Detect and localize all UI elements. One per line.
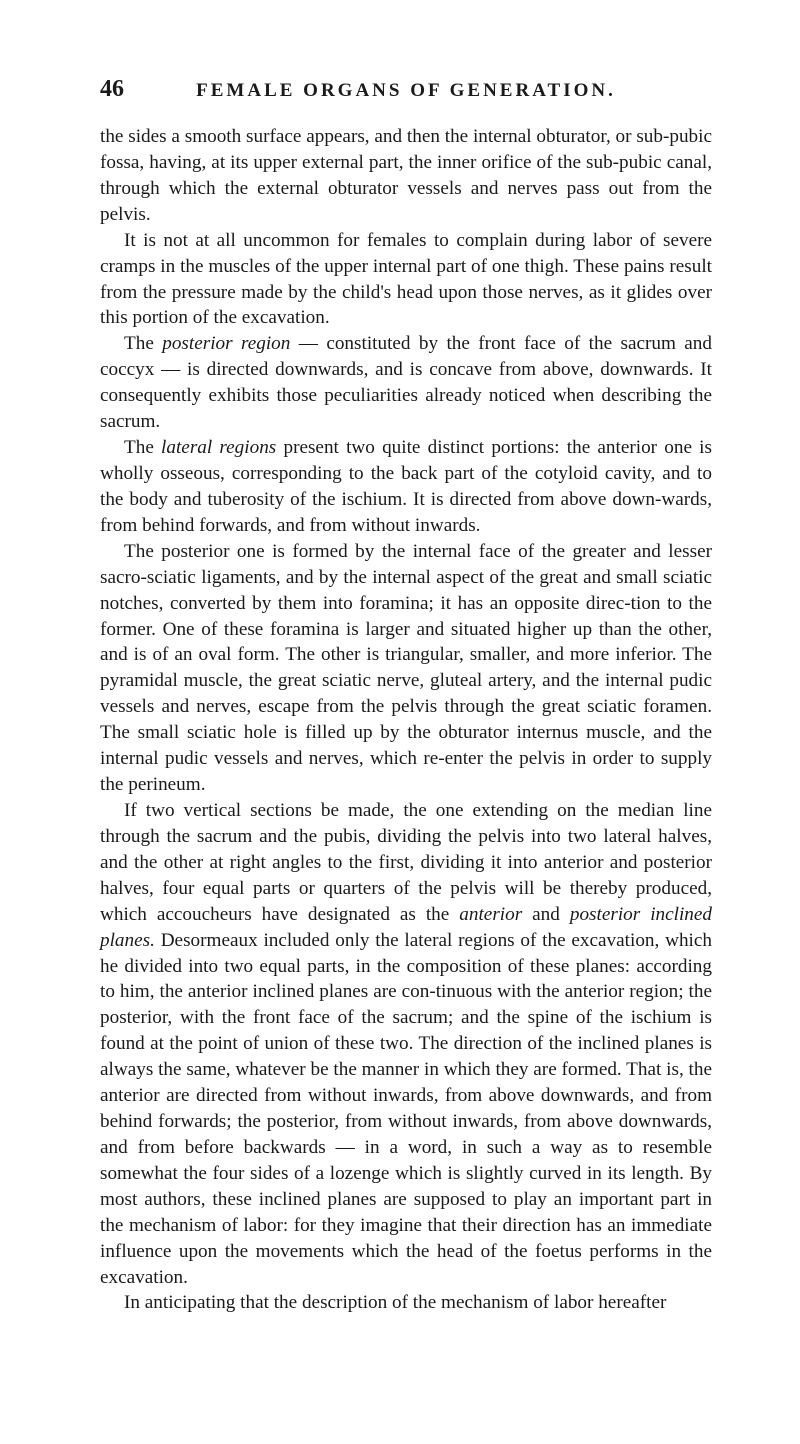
paragraph-text: In anticipating that the description of the mechanism of labor hereafter — [124, 1292, 667, 1314]
book-page — [0, 76, 800, 1444]
paragraph-text: — constituted by the front face of the sacrum and coccyx — is directed downwards, and is concave from above, downwards. It consequently exhibits those peculiarities already noticed when describing the sacrum. — [100, 333, 712, 433]
paragraph-6 — [100, 798, 712, 1291]
paragraph-text: The — [124, 333, 163, 355]
paragraph-text: the sides a smooth surface appears, and then the internal obturator, or sub-pubic fossa, having, at its upper external part, the inner orifice of the sub-pubic canal, through which the external obturator vessels and nerves pass out from the pelvis. — [100, 126, 712, 225]
paragraph-text: present two quite distinct portions: the anterior one is wholly osseous, corresponding to the back part of the cotyloid cavity, and to the body and tuberosity of the ischium. It is directed from above down-wards, from behind forwards, and from without inwards. — [100, 437, 712, 536]
paragraph-text: If two vertical sections be made, the one extending on the median line through the sacrum and the pubis, dividing the pelvis into two lateral halves, and the other at right angles to the first, dividing it into anterior and posterior halves, four equal parts or quarters of the pelvis will be thereby produced, which accoucheurs have designated as the — [100, 799, 712, 925]
paragraph-text: The posterior one is formed by the internal face of the greater and lesser sacro-sciatic ligaments, and by the internal aspect of the great and small sciatic notches, converted by them into foramina; it has an opposite direc-tion to the former. One of these foramina is larger and situated higher up than the other, and is of an oval form. The other is triangular, smaller, and more inferior. The pyramidal muscle, the great sciatic nerve, gluteal artery, and the internal pudic vessels and nerves, escape from the pelvis through the great sciatic foramen. The small sciatic hole is filled up by the obturator internus muscle, and the internal pudic vessels and nerves, which re-enter the pelvis in order to supply the perineum. — [100, 540, 712, 796]
italic-term: anterior — [459, 903, 523, 925]
italic-term: posterior inclined planes. — [100, 903, 713, 951]
paragraph-5 — [100, 539, 712, 798]
running-head: FEMALE ORGANS OF GENERATION. — [196, 80, 616, 101]
paragraph-text: It is not at all uncommon for females to complain during labor of severe cramps in the muscles of the upper internal part of one thigh. These pains result from the pressure made by the child's head upon those nerves, as it glides over this portion of the excavation. — [100, 229, 712, 329]
paragraph-2 — [100, 228, 712, 332]
paragraph-text: and — [522, 903, 570, 925]
paragraph-4 — [100, 435, 712, 539]
page-number: 46 — [100, 76, 124, 102]
italic-term: posterior region — [162, 333, 291, 355]
paragraph-text: The — [124, 437, 162, 459]
paragraph-text: Desormeaux included only the lateral regions of the excavation, which he divided into two equal parts, in the composition of these planes: according to him, the anterior inclined planes are con-tinuous with the anterior region; the posterior, with the front face of the sacrum; and the spine of the ischium is found at the point of union of these two. The direction of the inclined planes is always the same, whatever be the manner in which they are formed. That is, the anterior are directed from without inwards, from above downwards, and from behind forwards; the posterior, from without inwards, from above downwards, and from before backwards — in a word, in such a way as to resemble somewhat the four sides of a lozenge which is slightly curved in its length. By most authors, these inclined planes are supposed to play an important part in the mechanism of labor: for they imagine that their direction has an immediate influence upon the movements which the head of the foetus performs in the excavation. — [100, 929, 712, 1288]
page-header — [100, 76, 712, 116]
body-text — [100, 124, 712, 1316]
italic-term: lateral regions — [161, 437, 277, 459]
paragraph-1 — [100, 124, 712, 228]
paragraph-3 — [100, 331, 712, 435]
paragraph-7 — [100, 1290, 712, 1316]
